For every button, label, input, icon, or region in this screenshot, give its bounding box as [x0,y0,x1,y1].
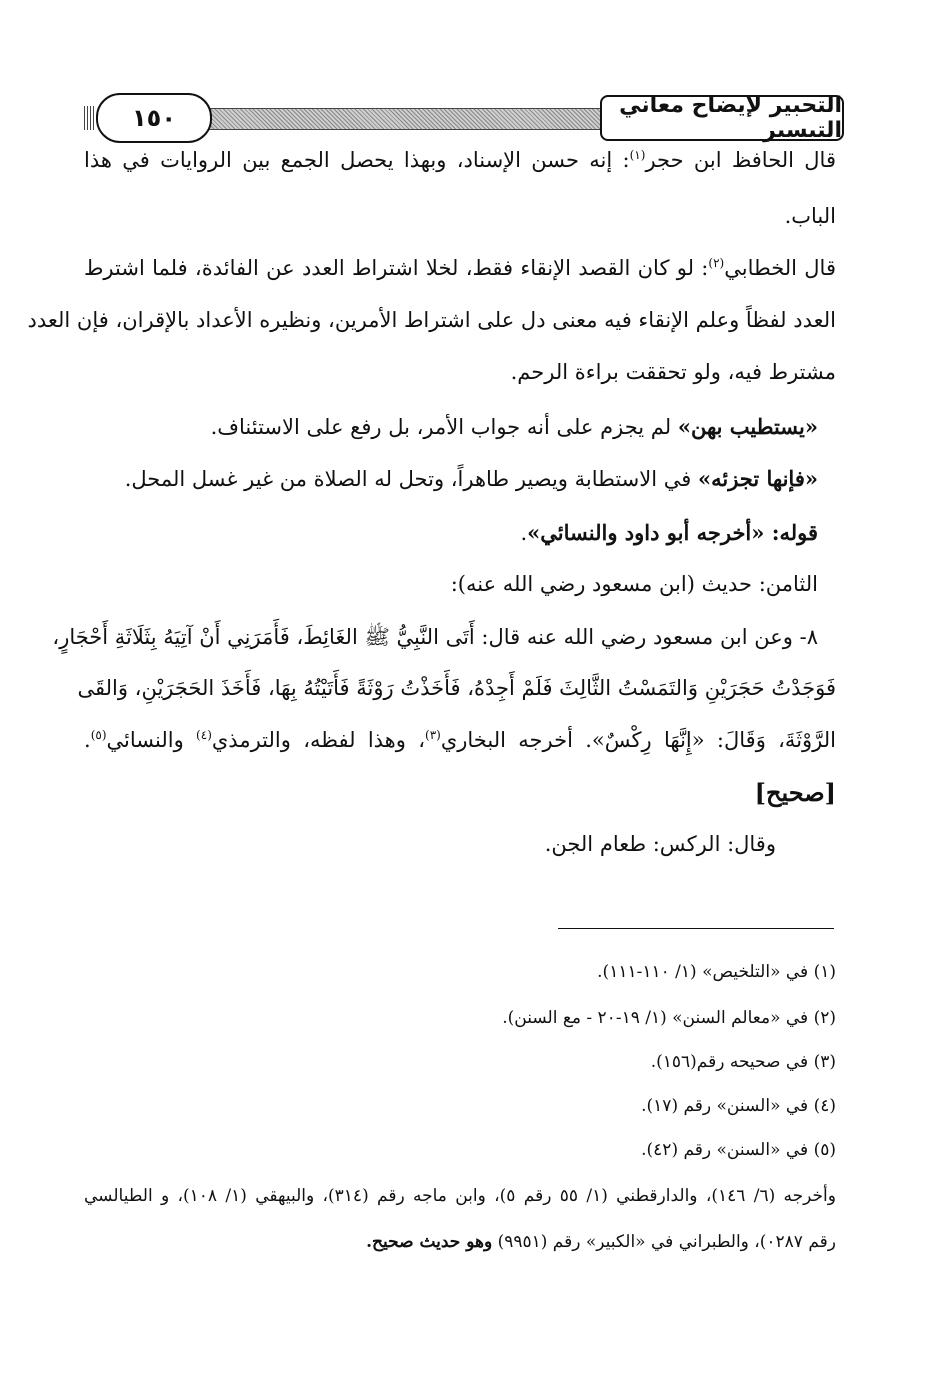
hadith-line: الرَّوْثَةَ، وَقَالَ: «إِنَّهَا رِكْسٌ». أخرجه البخاري$^{(٣)}$، وهذا لفظه، والترمذي$^{(٤)}$ والنسائي$^{(٥)}$. [84,728,836,752]
paragraph-line: «يستطيب بهن» لم يجزم على أنه جواب الأمر، بل رفع على الاستئناف. [210,414,818,439]
footnote-ref: (٢) [708,256,725,270]
paragraph-line: مشترط فيه، ولو تحققت براءة الرحم. [510,360,836,384]
paragraph-line: قال الخطابي$^{(٢)}$: لو كان القصد الإنقاء فقط، لخلا اشتراط العدد عن الفائدة، فلما اشترط [84,256,836,280]
page-number: ١٥٠ [96,93,212,143]
hadith-line: فَوَجَدْتُ حَجَرَيْنِ وَالتَمَسْتُ الثَّالِثَ فَلَمْ أَجِدْهُ، فَأَخَذْتُ رَوْثَةً فَأَتَيْتُهُ بِهَا، فَأَخَذَ الحَجَرَيْنِ، وَالقَى [77,676,836,700]
footnote: (٣) في صحيحه رقم(١٥٦). [650,1052,836,1072]
section-heading: الثامن: حديث (ابن مسعود رضي الله عنه): [450,572,818,596]
hadith-grade: [صحيح] [754,778,836,807]
footnote-ref: (٥) [90,728,107,742]
paragraph-line: العدد لفظاً وعلم الإنقاء فيه معنى دل على اشتراط الأمرين، ونظيره الأعداد بالإقران، فإن العدد [27,308,836,332]
paragraph-line: «فإنها تجزئه» في الاستطابة ويصير طاهراً، وتحل له الصلاة من غير غسل المحل. [124,466,818,491]
hadith-line: ٨- وعن ابن مسعود رضي الله عنه قال: أَتَى النَّبِيُّ ﷺ الغَائِطَ، فَأَمَرَنِي أَنْ آتِيَهُ بِثَلَاثَةِ أَحْجَارٍ، [52,625,818,649]
footnote: (٢) في «معالم السنن» (١/ ١٩-٢٠ - مع السنن). [502,1008,836,1028]
paragraph-line: قال الحافظ ابن حجر$^{(١)}$: إنه حسن الإسناد، وبهذا يحصل الجمع بين الروايات في هذا [84,148,836,172]
footnote-divider [558,928,834,929]
footnote-ref: (٤) [196,728,212,742]
footnote: (٥) في «السنن» رقم (٤٢). [641,1140,836,1160]
book-title: التحبير لإيضاح معاني التيسير [600,95,844,141]
footnote: (١) في «التلخيص» (١/ ١١٠-١١١). [597,962,836,982]
paragraph-line: الباب. [784,204,836,228]
footnote-extra-line: رقم ٠٢٨٧)، والطبراني في «الكبير» رقم (٩٩٥١) وهو حديث صحيح. [366,1232,836,1252]
page-header [84,92,844,144]
footnote-ref: (١) [629,148,646,162]
footnote: (٤) في «السنن» رقم (١٧). [641,1096,836,1116]
footnote-extra-line: وأخرجه (٦/ ١٤٦)، والدارقطني (١/ ٥٥ رقم ٥)، وابن ماجه رقم (٣١٤)، والبيهقي (١/ ١٠٨)، و الطيالسي [84,1186,836,1206]
header-ornament-edge [84,106,94,130]
paragraph-line: قوله: «أخرجه أبو داود والنسائي». [520,520,818,545]
paragraph-line: وقال: الركس: طعام الجن. [544,832,776,856]
footnote-ref: (٣) [425,728,441,742]
